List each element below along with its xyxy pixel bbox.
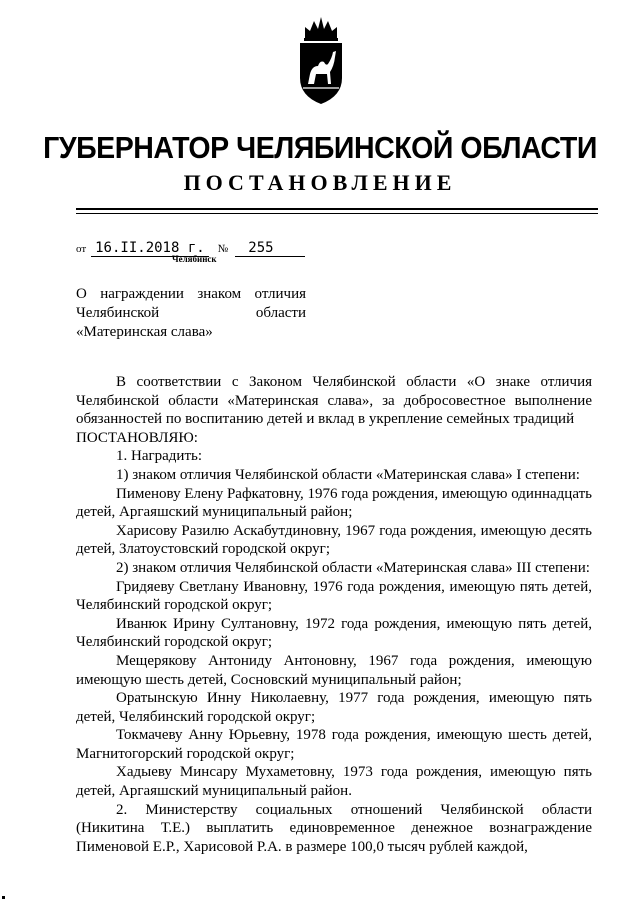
document-number-field xyxy=(235,240,305,257)
document-date: 16.II.2018 г. xyxy=(91,240,209,257)
awardee-paragraph: Пименову Елену Рафкатовну, 1976 года рождения, имеющую одиннадцать детей, Аргаяшский муниципальный район; xyxy=(76,485,592,521)
scan-dot xyxy=(2,896,5,899)
awardee-paragraph: Токмачеву Анну Юрьевну, 1978 года рождения, имеющую шесть детей, Магнитогорский городской округ; xyxy=(76,727,592,762)
document-body xyxy=(76,373,592,856)
item-2: 2. Министерству социальных отношений Челябинской области (Никитина Т.Е.) выплатить единовременное денежное вознаграждение Пименовой Е.Р., Харисовой Р.А. в размере 100,0 тысяч рублей каждой, xyxy=(76,801,592,855)
awardee-paragraph: Иванюк Ирину Султановну, 1972 года рождения, имеющую пять детей, Челябинский городской округ; xyxy=(76,615,592,651)
preamble-paragraph: В соответствии с Законом Челябинской области «О знаке отличия Челябинской области «Материнская слава», за добросовестное выполнение обязанностей по воспитанию детей и вклад в укрепление семейных традиций xyxy=(76,374,592,428)
document-number: 255 xyxy=(248,240,274,256)
date-prefix: от xyxy=(76,243,87,255)
item-1: 1. Наградить: xyxy=(116,448,203,465)
document-type: ПОСТАНОВЛЕНИЕ xyxy=(183,170,457,195)
number-prefix: № xyxy=(217,243,229,255)
awardee-paragraph: Харисову Разилю Аскабутдиновну, 1967 года рождения, имеющую десять детей, Златоустовский городской округ; xyxy=(76,522,592,558)
subject-line-3: «Материнская слава» xyxy=(76,324,213,340)
awardee-paragraph: Оратынскую Инну Николаевну, 1977 года рождения, имеющую пять детей, Челябинский городской округ; xyxy=(76,690,592,725)
subject-line-1: О награждении знаком отличия xyxy=(76,286,306,302)
awardee-paragraph: Мещерякову Антониду Антоновну, 1967 года рождения, имеющую имеющую шесть детей, Сосновский муниципальный район; xyxy=(76,652,592,688)
subject-line-2: Челябинской области xyxy=(76,305,306,321)
awardee-paragraph: Хадыеву Минсару Мухаметовну, 1973 года рождения, имеющую пять детей, Аргаяшский муниципальный район. xyxy=(76,764,592,800)
governor-title: ГУБЕРНАТОР ЧЕЛЯБИНСКОЙ ОБЛАСТИ xyxy=(43,130,597,165)
header-divider-thick xyxy=(76,208,598,210)
document-subject xyxy=(76,285,306,342)
subitem-1: 1) знаком отличия Челябинской области «Материнская слава» I степени: xyxy=(116,466,580,483)
coat-of-arms-emblem xyxy=(296,14,346,106)
header-divider-thin xyxy=(76,213,598,214)
decree-word: ПОСТАНОВЛЯЮ: xyxy=(76,429,198,446)
document-city: Челябинск xyxy=(172,254,217,264)
awardee-paragraph: Гридяеву Светлану Ивановну, 1976 года рождения, имеющую пять детей, Челябинский городской округ; xyxy=(76,578,592,614)
subitem-2: 2) знаком отличия Челябинской области «Материнская слава» III степени: xyxy=(116,559,590,576)
